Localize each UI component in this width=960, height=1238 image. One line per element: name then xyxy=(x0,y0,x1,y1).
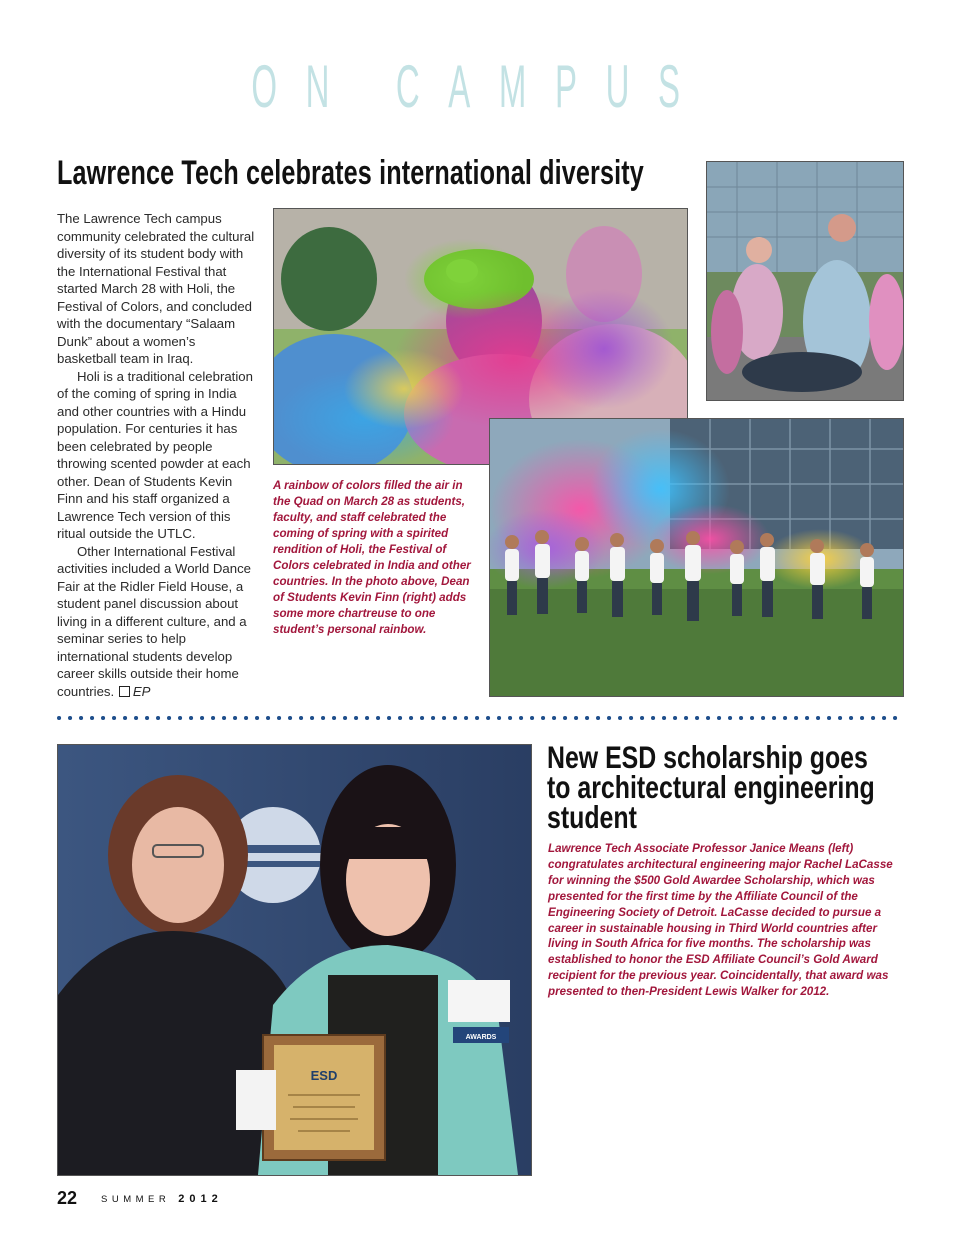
page-number: 22 xyxy=(57,1188,78,1208)
issue-season: SUMMER xyxy=(101,1193,171,1205)
end-mark-icon xyxy=(119,686,130,697)
article-paragraph: The Lawrence Tech campus community celebrated the cultural diversity of its student body with the International Festival that started March 28 with Holi, the Festival of Colors, and concluded with the documentary “Salaam Dunk” about a women’s basketball team in Iraq. xyxy=(57,211,255,366)
divider-dotted xyxy=(57,712,905,724)
article-paragraph: Holi is a traditional celebration of the coming of spring in India and other countries with a Hindu population. For centuries it has been celebrated by people throwing scented powder at each other. Dean of Students Kevin Finn and his staff organized a Lawrence Tech version of this ritual outside the UTLC. xyxy=(57,368,253,541)
color-throw-photo xyxy=(489,418,904,697)
issue-label xyxy=(101,1193,223,1205)
article-paragraph xyxy=(57,543,255,701)
article-body xyxy=(57,210,255,700)
article-headline: Lawrence Tech celebrates international diversity xyxy=(57,154,644,192)
article-paragraph-text: Other International Festival activities included a World Dance Fair at the Ridler Field House, a student panel discussion about living in a different culture, and a seminar series to help international students develop career skills outside their home countries. xyxy=(57,543,252,699)
section-label: ON CAMPUS xyxy=(251,53,709,120)
award-photo-caption: Lawrence Tech Associate Professor Janice Means (left) congratulates architectural engineering major Rachel LaCasse for winning the $500 Gold Awardee Scholarship, which was presented for the first time by the Affiliate Council of the Engineering Society of Detroit. LaCasse decided to pursue a career in sustainable housing in Third World countries after living in South Africa for five months. The scholarship was established to honor the ESD Affiliate Council’s Gold Award recipient for the previous year. Coincidentally, that award was presented to then-President Lewis Walker for 2012. xyxy=(548,842,893,999)
crowd-photo xyxy=(706,161,904,401)
page-footer xyxy=(57,1188,223,1209)
badge-label: AWARDS xyxy=(465,1034,497,1041)
award-photo xyxy=(57,744,532,1176)
plaque-logo-text: ESD xyxy=(310,1068,338,1083)
issue-year: 2012 xyxy=(178,1192,223,1205)
scholarship-headline: New ESD scholarship goes to architectural engineering student xyxy=(547,739,875,835)
holi-photo-caption: A rainbow of colors filled the air in the Quad on March 28 as students, faculty, and staff celebrated the coming of spring with a spirited rendition of Holi, the Festival of Colors celebrated in India and other countries. In the photo above, Dean of Students Kevin Finn (right) adds some more chartreuse to one student’s personal rainbow. xyxy=(273,479,471,636)
byline: EP xyxy=(132,683,151,699)
